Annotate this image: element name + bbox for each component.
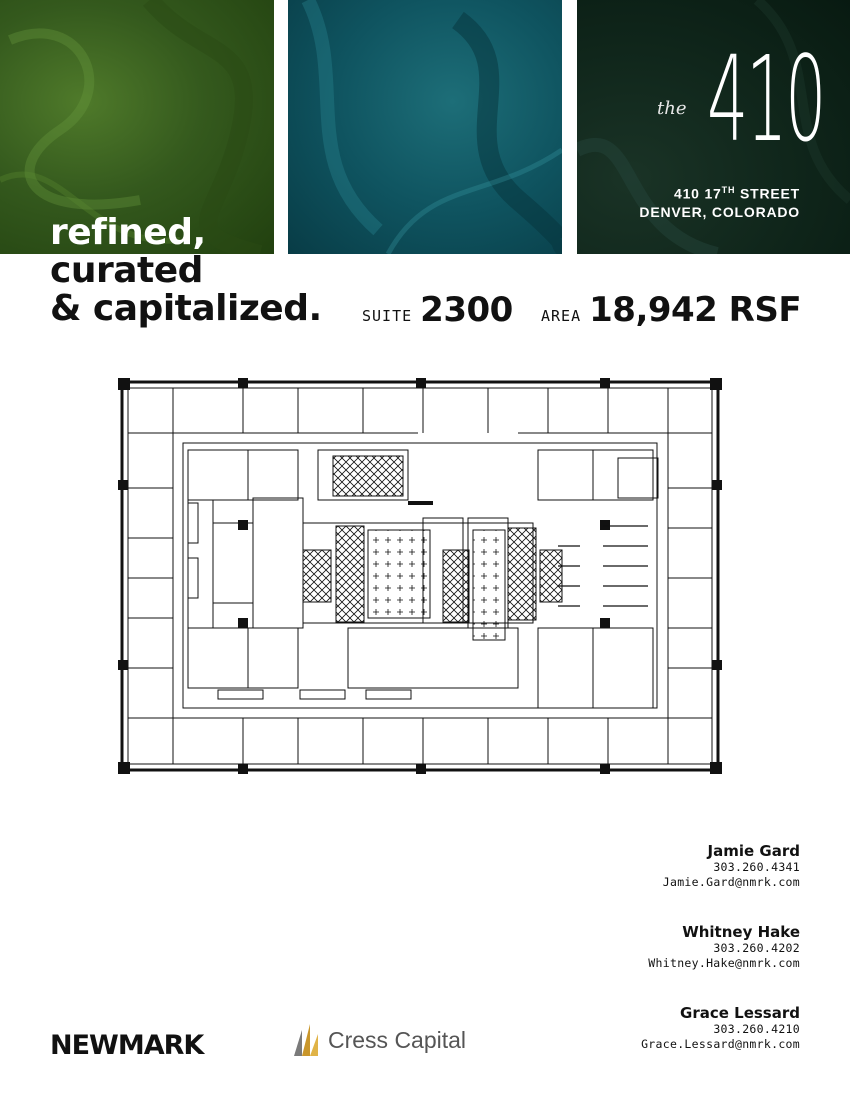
cress-building-icon — [292, 1022, 322, 1058]
teal-swirl-graphic — [288, 0, 562, 254]
area-info — [541, 290, 801, 330]
address-line-1: 410 17TH STREET — [674, 185, 800, 202]
address-line-2: DENVER, COLORADO — [639, 204, 800, 220]
logo-panel — [577, 0, 850, 254]
contact-whitney-hake — [648, 923, 800, 971]
cress-capital-logo — [292, 1022, 466, 1058]
suite-value: 2300 — [420, 290, 513, 330]
tagline — [50, 214, 322, 328]
cress-capital-text: Cress Capital — [328, 1026, 467, 1053]
teal-marble-panel — [288, 0, 562, 254]
contact-email[interactable]: Grace.Lessard@nmrk.com — [641, 1037, 800, 1051]
tagline-line-1: refined, — [50, 212, 206, 253]
tagline-line-3: & capitalized. — [50, 288, 322, 329]
contact-grace-lessard — [641, 1004, 800, 1052]
floor-plan — [118, 378, 722, 774]
contact-phone[interactable]: 303.260.4341 — [713, 860, 800, 874]
contact-email[interactable]: Whitney.Hake@nmrk.com — [648, 956, 800, 970]
contact-name: Jamie Gard — [707, 842, 800, 860]
newmark-logo: NEWMARK — [50, 1030, 204, 1061]
contact-phone[interactable]: 303.260.4210 — [713, 1022, 800, 1036]
contact-name: Grace Lessard — [680, 1004, 800, 1022]
logo-number: 410 — [707, 30, 825, 168]
area-label: AREA — [541, 307, 582, 325]
suite-info — [362, 290, 513, 330]
contact-email[interactable]: Jamie.Gard@nmrk.com — [662, 875, 800, 889]
area-value: 18,942 RSF — [589, 290, 802, 330]
contact-jamie-gard — [663, 842, 800, 890]
contact-name: Whitney Hake — [682, 923, 800, 941]
contact-phone[interactable]: 303.260.4202 — [713, 941, 800, 955]
tagline-line-2: curated — [50, 250, 203, 291]
suite-label: SUITE — [362, 307, 413, 325]
logo-prefix: the — [657, 98, 687, 119]
